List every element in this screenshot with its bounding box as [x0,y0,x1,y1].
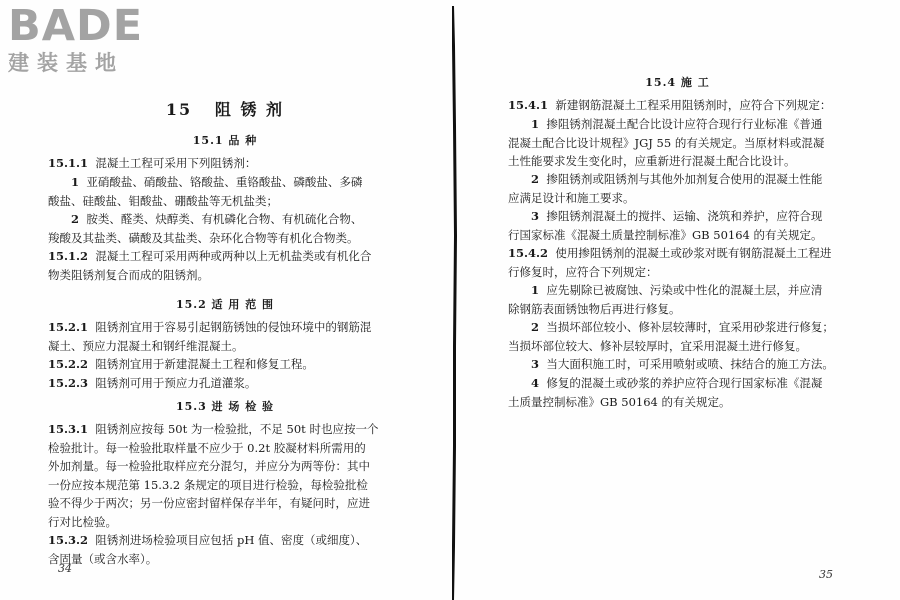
list-item-15-4-1-3: 3 掺阻锈剂混凝土的搅拌、运输、浇筑和养护，应符合现 行国家标准《混凝土质量控制标准》GB 50164 的有关规定。 [508,209,823,242]
page-number-left: 34 [58,562,72,575]
clause-15-2-1: 15.2.1 阻锈剂宜用于容易引起钢筋锈蚀的侵蚀环境中的钢筋混 凝土、预应力混凝土和钢纤维混凝土。 [48,320,372,353]
list-item-15-4-2-1: 1 应先剔除已被腐蚀、污染或中性化的混凝土层，并应清 除钢筋表面锈蚀物后再进行修复。 [508,283,823,316]
section-title-15-4: 15.4 施 工 [645,76,710,89]
clause-15-1-1 [48,154,256,173]
list-item-15-4-2-3: 3 当大面积施工时，可采用喷射或喷、抹结合的施工方法。 [531,357,834,371]
list-item-15-4-2-2: 2 当损坏部位较小、修补层较薄时，宜采用砂浆进行修复； 当损坏部位较大、修补层较厚时，宜采用混凝土进行修复。 [508,320,834,353]
list-item-15-1-1-2: 2 胺类、醛类、炔醇类、有机磷化合物、有机硫化合物、 羧酸及其盐类、磺酸及其盐类、杂环化合物等有机化合物类。 [48,212,363,245]
list-item-15-4-1-2: 2 掺阻锈剂或阻锈剂与其他外加剂复合使用的混凝土性能 应满足设计和施工要求。 [508,172,823,205]
clause-15-2-2: 15.2.2 阻锈剂宜用于新建混凝土工程和修复工程。 [48,357,314,371]
list-item-15-4-2-4: 4 修复的混凝土或砂浆的养护应符合现行国家标准《混凝 土质量控制标准》GB 50164 的有关规定。 [508,376,823,409]
page-number-right: 35 [819,568,833,581]
clause-15-3-1: 15.3.1 阻锈剂应按每 50t 为一检验批，不足 50t 时也应按一个 检验批计。每一检验批取样量不应少于 0.2t 胶凝材料所需用的 外加剂量。每一检验批取样应充分混匀，并应分为两等份：其中 一份应按本规范第 15.3.2 条规定的项目进行检验，每检验批检 验不得少于两次；另一份应密封留样保存半年，有疑问时，应进 行对比检验。 [48,422,379,529]
clause-15-2-3: 15.2.3 阻锈剂可用于预应力孔道灌浆。 [48,376,257,390]
clause-text: 混凝土工程可采用下列阻锈剂： [95,156,257,170]
list-item-15-4-1-1: 1 掺阻锈剂混凝土配合比设计应符合现行行业标准《普通 混凝土配合比设计规程》JGJ 55 的有关规定。当原材料或混凝 土性能要求发生变化时，应重新进行混凝土配合比设计。 [508,117,825,168]
clause-number: 15.1.1 [48,156,89,170]
logo-cjk-text: 建装基地 [8,51,124,75]
clause-15-3-2: 15.3.2 阻锈剂进场检验项目应包括 pH 值、密度（或细度）、 含固量（或含水率）。 [48,533,368,566]
chapter-number: 15 [165,100,193,119]
chapter-title [0,97,450,120]
section-title-15-1: 15.1 品 种 [192,134,258,147]
section-title-15-3: 15.3 进 场 检 验 [175,400,275,413]
logo-latin-text: BADE [8,1,144,51]
chapter-name: 阻 锈 剂 [214,100,285,119]
clause-15-1-2: 15.1.2 混凝土工程可采用两种或两种以上无机盐类或有机化合 物类阻锈剂复合而成的阻锈剂。 [48,249,372,282]
clause-15-4-1: 15.4.1 新建钢筋混凝土工程采用阻锈剂时，应符合下列规定： [508,98,832,112]
list-item-15-1-1-1: 1 亚硝酸盐、硝酸盐、铬酸盐、重铬酸盐、磷酸盐、多磷 酸盐、硅酸盐、钼酸盐、硼酸盐等无机盐类； [48,175,363,208]
clause-15-4-2: 15.4.2 使用掺阻锈剂的混凝土或砂浆对既有钢筋混凝土工程进 行修复时，应符合下列规定： [508,246,832,279]
right-page [455,0,900,600]
section-title-15-2: 15.2 适 用 范 围 [175,298,275,311]
